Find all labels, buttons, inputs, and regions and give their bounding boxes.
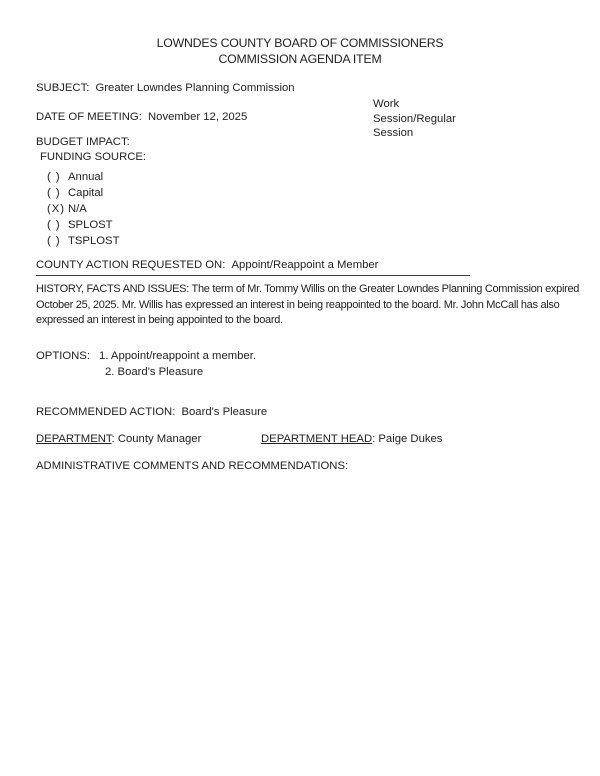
funding-option-capital bbox=[47, 185, 119, 201]
option-item-2: 2. Board's Pleasure bbox=[104, 365, 204, 378]
recommended-action-value: Board's Pleasure bbox=[181, 406, 268, 418]
department-row bbox=[0, 433, 600, 449]
document-title-line1: LOWNDES COUNTY BOARD OF COMMISSIONERS bbox=[156, 36, 444, 50]
department-value: County Manager bbox=[117, 433, 202, 445]
funding-option-splost bbox=[47, 217, 119, 233]
funding-option-label: TSPLOST bbox=[68, 235, 120, 247]
checkbox-mark: ( ) bbox=[47, 235, 61, 247]
department-head-value: Paige Dukes bbox=[378, 433, 443, 445]
date-of-meeting-value: November 12, 2025 bbox=[148, 111, 248, 123]
department-line bbox=[36, 433, 201, 445]
history-text: The term of Mr. Tommy Willis on the Greater Lowndes Planning Commission expired October 25, 2025. Mr. Willis has expressed an interest in being reappointed to the board. Mr. John McCall has also expressed an interest in being appointed to the board. bbox=[36, 283, 580, 327]
county-action-value: Appoint/Reappoint a Member bbox=[231, 259, 379, 271]
funding-source-label: FUNDING SOURCE: bbox=[40, 151, 147, 163]
checkbox-mark: ( ) bbox=[47, 187, 61, 199]
county-action-requested-line bbox=[36, 259, 470, 276]
budget-impact-label: BUDGET IMPACT: bbox=[36, 136, 130, 148]
department-separator: : bbox=[111, 433, 115, 445]
recommended-action-line bbox=[36, 406, 267, 418]
date-of-meeting-line bbox=[36, 111, 247, 123]
administrative-comments-label: ADMINISTRATIVE COMMENTS AND RECOMMENDATIONS: bbox=[36, 460, 349, 472]
session-note-line1: Work bbox=[373, 98, 400, 110]
subject-label: SUBJECT: bbox=[36, 82, 90, 94]
subject-line bbox=[36, 82, 295, 94]
department-label: DEPARTMENT bbox=[36, 433, 112, 445]
checkbox-mark-checked: (X) bbox=[47, 203, 66, 215]
options-label: OPTIONS: bbox=[36, 350, 90, 362]
funding-option-na bbox=[47, 201, 119, 217]
history-label: HISTORY, FACTS AND ISSUES: bbox=[36, 283, 189, 295]
funding-option-label: Annual bbox=[68, 171, 104, 183]
history-facts-issues-paragraph bbox=[36, 282, 587, 329]
department-head-separator: : bbox=[372, 433, 376, 445]
option-item-1: 1. Appoint/reappoint a member. bbox=[98, 350, 256, 362]
funding-option-tsplost bbox=[47, 233, 119, 249]
session-note-line3: Session bbox=[373, 127, 414, 139]
funding-source-options bbox=[47, 169, 119, 249]
subject-value: Greater Lowndes Planning Commission bbox=[95, 82, 295, 94]
funding-option-label: Capital bbox=[68, 187, 104, 199]
funding-option-label: SPLOST bbox=[68, 219, 113, 231]
document-header bbox=[0, 35, 600, 67]
funding-option-annual bbox=[47, 169, 119, 185]
county-action-label: COUNTY ACTION REQUESTED ON: bbox=[36, 259, 226, 271]
date-of-meeting-label: DATE OF MEETING: bbox=[36, 111, 142, 123]
department-head-label: DEPARTMENT HEAD bbox=[261, 433, 373, 445]
checkbox-mark: ( ) bbox=[47, 171, 61, 183]
session-type-note bbox=[373, 97, 456, 141]
checkbox-mark: ( ) bbox=[47, 219, 61, 231]
funding-option-label: N/A bbox=[68, 203, 87, 215]
document-title-line2: COMMISSION AGENDA ITEM bbox=[218, 52, 382, 66]
session-note-line2: Session/Regular bbox=[373, 112, 456, 125]
department-head-line bbox=[261, 433, 442, 445]
recommended-action-label: RECOMMENDED ACTION: bbox=[36, 406, 176, 418]
options-items bbox=[99, 349, 256, 380]
options-section bbox=[36, 349, 256, 380]
